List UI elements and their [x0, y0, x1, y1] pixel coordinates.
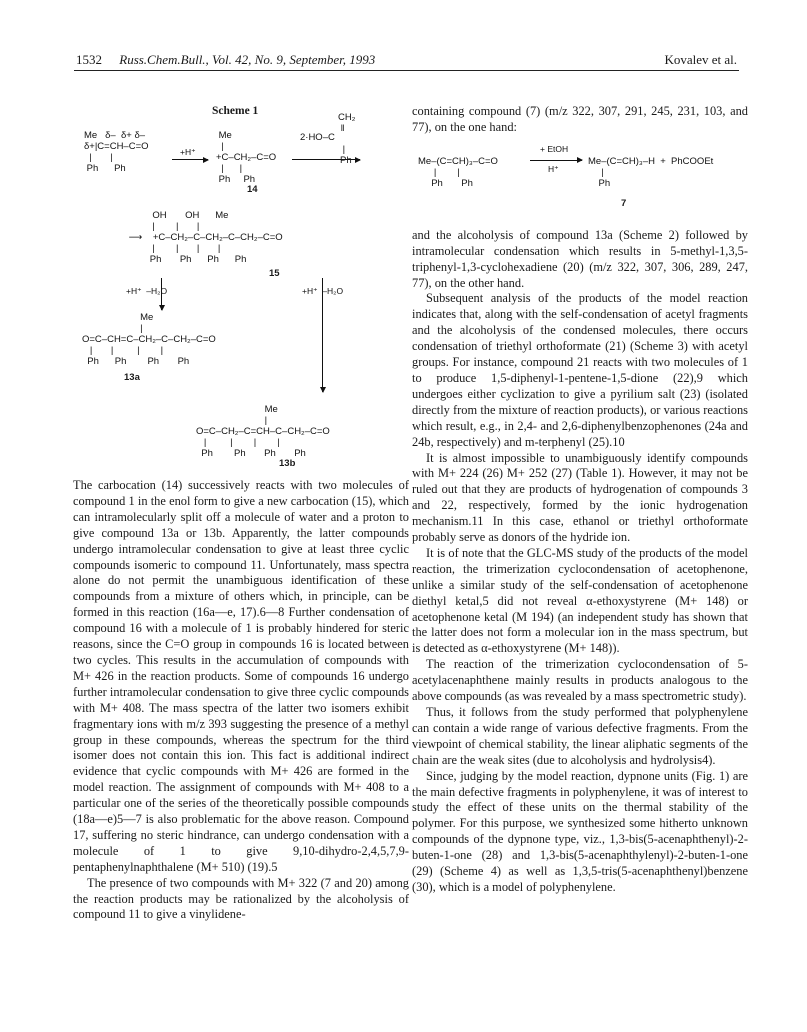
right-paragraph-2: and the alcoholysis of compound 13a (Scheme 2) followed by intramolecular condensation which results in 5-methyl-1,3,5-triphenyl-1,3-cyclohexadiene (20) (m/z 322, 307, 306, 289, 247, 77), on the other hand.	[412, 227, 748, 290]
left-paragraph-2: The presence of two compounds with M+ 322 (7 and 20) among the reaction products may be rationalized by the alcoholysis of compound 11 to give a vinylidene-	[73, 875, 409, 922]
condition-h-plus: +H⁺	[180, 147, 196, 157]
compound-label-14: 14	[247, 184, 258, 195]
page-number: 1532	[76, 52, 102, 67]
chem-reagent-ph: | Ph	[340, 144, 352, 166]
right-text-column	[412, 104, 748, 896]
chem-structure-13b: Me | O=C–CH₂–C=CH–C–CH₂–C=O | | | | Ph Ph Ph Ph	[196, 404, 330, 459]
reaction-arrow-2	[292, 159, 360, 160]
journal-citation: Russ.Chem.Bull., Vol. 42, No. 9, September, 1993	[119, 52, 376, 67]
right-paragraph-1: containing compound (7) (m/z 322, 307, 291, 245, 231, 103, and 77), on the one hand:	[412, 104, 748, 134]
chem-structure-14: Me | +C–CH₂–C=O | | Ph Ph	[216, 130, 277, 185]
right-paragraph-5: It is of note that the GLC-MS study of the products of the model reaction, the trimerization cyclocondensation of acetophenone, unlike a similar study of the self-condensation of acetophenone diethyl ketal,5 did not reveal α-ethoxystyrene (M+ 148) or acetophenone ketal (M 194) (an independent study has shown that the latter does not form a molecular ion in the mass spectrum, but is detected as α-ethoxystyrene (M+ 148)).	[412, 545, 748, 656]
running-header-authors: Kovalev et al.	[664, 52, 737, 67]
compound-label-13a: 13a	[124, 372, 140, 383]
right-paragraph-6: The reaction of the trimerization cyclocondensation of 5-acetylacenaphthene mainly results in products analogous to the above compounds (as was revealed by a mass spectrometric study).	[412, 657, 748, 704]
chem-reagent: 2·HO–C	[300, 132, 335, 143]
right-paragraph-4: It is almost impossible to unambiguously identify compounds with M+ 224 (26) M+ 252 (27) (Table 1). However, it may not be ruled out that they are products of hydrogenation of compounds 3 and 22, respectively, formed by the ionic hydrogenation mechanism.11 In this case, ethanol or triethyl orthoformate probably serve as donors of the hydride ion.	[412, 450, 748, 545]
right-paragraph-8: Since, judging by the model reaction, dypnone units (Fig. 1) are the main defective fragments in polyphenylene, it was of interest to study the effect of these units on the thermal stability of the polymer. For this purpose, we synthesized some hitherto unknown compounds of the dypnone type, viz., 1,3-bis(5-acenaphthenyl)-2-buten-1-one (28) and 1,3-bis(5-acenaphthylenyl)-2-buten-1-one (29) (Scheme 4) as well as 1,3,5-tris(5-acenaphthenyl)benzene (30), which is a model of polyphenylene.	[412, 768, 748, 894]
compound-label-7: 7	[621, 197, 627, 209]
condition-right: +H⁺ –H₂O	[302, 286, 344, 296]
alcoholysis-reagent: + EtOH	[540, 143, 569, 154]
compound-label-15: 15	[269, 268, 280, 279]
scheme-1-title: Scheme 1	[212, 105, 259, 117]
right-paragraph-3: Subsequent analysis of the products of the model reaction indicates that, along with the self-condensation of acetyl fragments and the alcoholysis of the condensed molecules, there occurs condensation of triethyl orthoformate (21) (Scheme 3) with acetyl groups. For instance, compound 21 reacts with two molecules of 1 to produce 1,5-diphenyl-1-pentene-1,5-dione (22),9 which undergoes either cyclization to give a pyrilium salt (23) (isolated directly from the mixture of reaction products), or various reactions which result, e.g., in 2,4- and 2,6-diphenylbenzophenones (24a and 24b, respectively) and m-terphenyl (25).10	[412, 291, 748, 449]
alcoholysis-arrow	[530, 160, 582, 161]
chem-alcoholysis-product: Me–(C=CH)₃–H + PhCOOEt | Ph	[588, 155, 714, 189]
scheme-alcoholysis	[412, 136, 748, 228]
right-paragraph-7: Thus, it follows from the study performed that polyphenylene can contain a wide range of various defective fragments. From the viewpoint of chemical stability, the linear aliphatic segments of the chain are the weak sites (due to alcoholysis and hydrolysis4).	[412, 705, 748, 767]
running-header-left	[76, 52, 375, 68]
chem-reagent-ch2: CH₂ ‖	[338, 112, 356, 134]
chem-alcoholysis-reactant: Me–(C=CH)₃–C=O | | Ph Ph	[418, 155, 498, 189]
reaction-arrow-down-left	[161, 278, 162, 310]
reaction-arrow-down-right	[322, 278, 323, 392]
chem-structure-1: Me δ– δ+ δ– δ+|C=CH–C=O | | Ph Ph	[84, 130, 149, 174]
left-paragraph-1: The carbocation (14) successively reacts with two molecules of compound 1 in the enol form to give a new carbocation (15), which can intramolecularly split off a molecule of water and a proton to give compound 13a or 13b. Apparently, the latter compounds undergo intramolecular condensation to give at least three cyclic compounds isomeric to compound 11. Unfortunately, mass spectra alone do not permit the unambiguous identification of these compounds from a mixture of others which, in principle, can be formed in this reaction (16a—e, 17).6—8 Further condensation of compound 16 with a molecule of 1 is probably hindered for steric reasons, since the C=O group in compounds 16 is located between two cycles. This results in the accumulation of compounds with M+ 426 in the reaction products. Some of compounds 16 undergo further intramolecular condensation to give three cyclic compounds with M+ 408. The mass spectra of the latter two isomers exhibit fragmentary ions with m/z 393 suggesting the presence of a methyl group in these compounds, whereas the spectrum for the third isomer does not contain this ion. This fact is additional indirect evidence that cyclic compounds with M+ 426 are formed in the model reaction. The assignment of compounds with M+ 408 to a particular one of the series of the theoretically possible compounds (18a—e)5—7 is also problematic for the above reason. Compound 17, suffering no steric hindrance, can undergo condensation with a molecule of 1 to give 9,10-dihydro-2,4,5,7,9-pentaphenylnaphthalene (M+ 510) (19).5	[73, 478, 409, 874]
chem-structure-13a: Me | O=C–CH=C–CH₂–C–CH₂–C=O | | | | Ph Ph Ph Ph	[82, 312, 216, 367]
alcoholysis-catalyst: H⁺	[548, 163, 559, 174]
reaction-arrow-1	[172, 159, 208, 160]
chem-structure-15: OH OH Me | | | ⟶ +C–CH₂–C–CH₂–C–CH₂–C=O | | | | Ph Ph Ph Ph	[128, 210, 283, 265]
condition-left: +H⁺ –H₂O	[126, 286, 168, 296]
compound-label-13b: 13b	[279, 458, 296, 469]
left-text-column	[73, 478, 409, 923]
header-rule	[74, 70, 739, 71]
